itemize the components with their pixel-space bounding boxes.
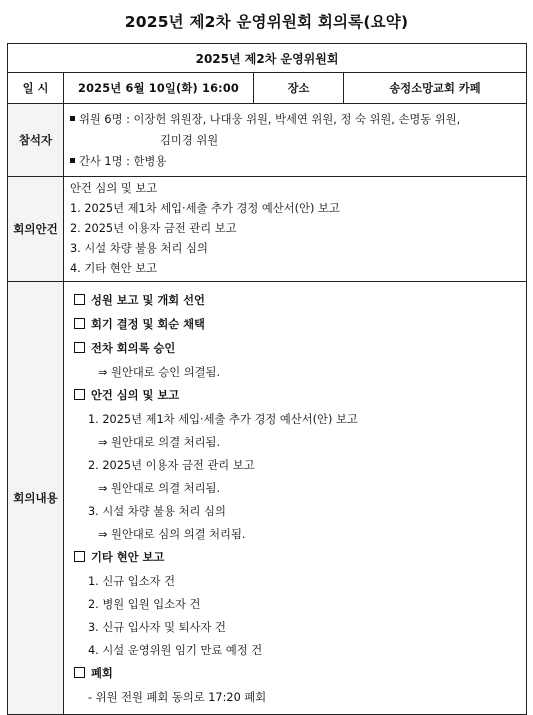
content-label: 회의내용 [8, 282, 64, 715]
agenda-subitem: 2. 2025년 이용자 금전 관리 보고 [88, 459, 255, 472]
checkbox-square-icon [74, 667, 85, 678]
date-label: 일 시 [8, 73, 64, 104]
agenda-item: 4. 기타 현안 보고 [70, 262, 158, 275]
result-line: ⇒ 원안대로 의결 처리됨. [98, 436, 221, 449]
content-cell [64, 282, 527, 715]
section-heading: 안건 심의 및 보고 [72, 384, 520, 408]
attendees-label: 참석자 [8, 104, 64, 177]
section-heading: 전차 회의록 승인 [72, 337, 520, 361]
closing-note: - 위원 전원 폐회 동의로 17:20 폐회 [88, 691, 267, 704]
agenda-item: 안건 심의 및 보고 [70, 182, 158, 195]
checkbox-square-icon [74, 318, 85, 329]
members-line-2: 김미경 위원 [160, 133, 219, 147]
agenda-subitem: 1. 2025년 제1차 세입·세출 추가 경정 예산서(안) 보고 [88, 413, 358, 426]
bullet-square-icon [70, 116, 75, 121]
agenda-item: 3. 시설 차량 불용 처리 심의 [70, 242, 208, 255]
date-value: 2025년 6월 10일(화) 16:00 [64, 73, 254, 104]
meeting-header: 2025년 제2차 운영위원회 [8, 44, 527, 73]
minutes-table [7, 43, 527, 715]
other-item: 3. 신규 입사자 및 퇴사자 건 [88, 621, 226, 634]
checkbox-square-icon [74, 389, 85, 400]
agenda-item: 1. 2025년 제1차 세입·세출 추가 경정 예산서(안) 보고 [70, 202, 340, 215]
place-label: 장소 [254, 73, 344, 104]
agenda-subitem: 3. 시설 차량 불용 처리 심의 [88, 505, 226, 518]
checkbox-square-icon [74, 551, 85, 562]
section-heading: 폐회 [72, 662, 520, 686]
agenda-cell [64, 177, 527, 282]
section-heading: 회기 결정 및 회순 채택 [72, 313, 520, 337]
section-heading: 성원 보고 및 개회 선언 [72, 289, 520, 313]
section-heading: 기타 현안 보고 [72, 546, 520, 570]
attendees-cell [64, 104, 527, 177]
result-line: ⇒ 원안대로 의결 처리됨. [98, 482, 221, 495]
checkbox-square-icon [74, 294, 85, 305]
secretary-line: 간사 1명 : 한병용 [70, 151, 520, 172]
other-item: 4. 시설 운영위원 임기 만료 예정 건 [88, 644, 263, 657]
other-item: 2. 병원 입원 입소자 건 [88, 598, 201, 611]
members-line: 위원 6명 : 이장헌 위원장, 나대웅 위원, 박세연 위원, 정 숙 위원, 손명동 위원, [70, 109, 520, 130]
document-title: 2025년 제2차 운영위원회 회의록(요약) [124, 13, 409, 31]
agenda-item: 2. 2025년 이용자 금전 관리 보고 [70, 222, 237, 235]
result-line: ⇒ 원안대로 심의 의결 처리됨. [98, 528, 246, 541]
result-line: ⇒ 원안대로 승인 의결됨. [98, 366, 221, 379]
other-item: 1. 신규 입소자 건 [88, 575, 176, 588]
bullet-square-icon [70, 158, 75, 163]
place-value: 송정소망교회 카페 [344, 73, 527, 104]
checkbox-square-icon [74, 342, 85, 353]
agenda-label: 회의안건 [8, 177, 64, 282]
